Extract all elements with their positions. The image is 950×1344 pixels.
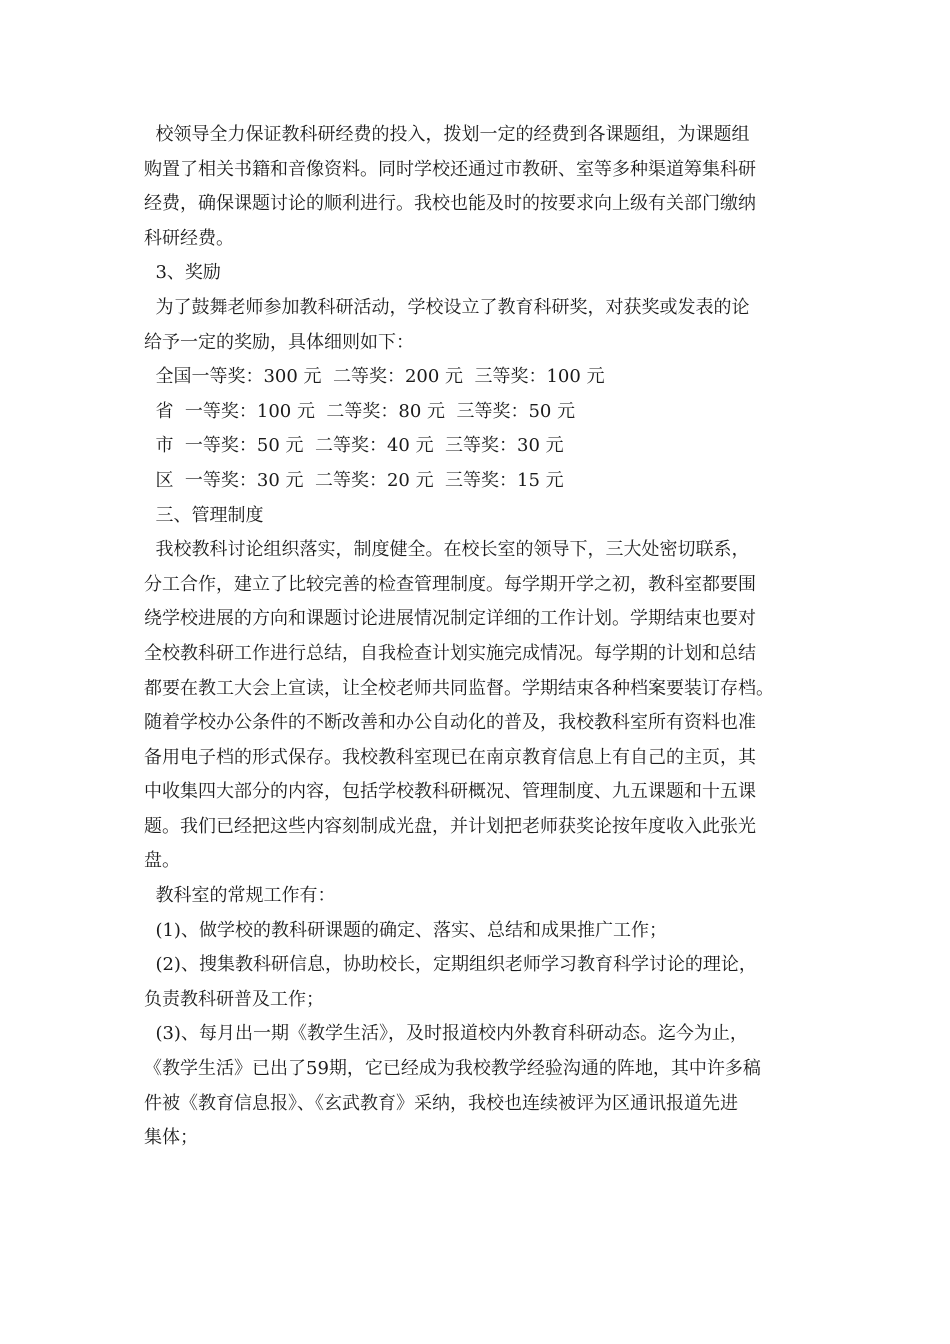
text-line: 绕学校进展的方向和课题讨论进展情况制定详细的工作计划。学期结束也要对 — [144, 608, 756, 630]
text-line: 负责教科研普及工作； — [144, 988, 324, 1010]
text-line: 《教学生活》已出了59期，它已经成为我校教学经验沟通的阵地，其中许多稿 — [144, 1058, 761, 1080]
list-item: (2)、搜集教科研信息，协助校长，定期组织老师学习教育科学讨论的理论， — [144, 954, 757, 976]
text-line: 盘。 — [144, 850, 180, 872]
text-line: 经费，确保课题讨论的顺利进行。我校也能及时的按要求向上级有关部门缴纳 — [144, 193, 756, 215]
text-line: 校领导全力保证教科研经费的投入，拨划一定的经费到各课题组，为课题组 — [144, 124, 750, 145]
text-line: 给予一定的奖励，具体细则如下： — [144, 331, 414, 353]
section-heading: 三、管理制度 — [144, 504, 264, 526]
list-item: (1)、做学校的教科研课题的确定、落实、总结和成果推广工作； — [144, 919, 667, 941]
text-line: 我校教科讨论组织落实，制度健全。在校长室的领导下，三大处密切联系， — [144, 539, 750, 561]
text-line: 为了鼓舞老师参加教科研活动，学校设立了教育科研奖，对获奖或发表的论 — [144, 296, 750, 318]
text-line: 题。我们已经把这些内容刻制成光盘，并计划把老师获奖论按年度收入此张光 — [144, 815, 756, 837]
text-line: 购置了相关书籍和音像资料。同时学校还通过市教研、室等多种渠道筹集科研 — [144, 158, 756, 180]
text-line: 全校教科研工作进行总结，自我检查计划实施完成情况。每学期的计划和总结 — [144, 642, 756, 664]
text-line: 中收集四大部分的内容，包括学校教科研概况、管理制度、九五课题和十五课 — [144, 781, 756, 803]
award-row-province: 省 一等奖：100 元 二等奖：80 元 三等奖：50 元 — [144, 400, 576, 422]
award-row-city: 市 一等奖：50 元 二等奖：40 元 三等奖：30 元 — [144, 435, 564, 457]
text-line: 件被《教育信息报》、《玄武教育》采纳，我校也连续被评为区通讯报道先进 — [144, 1092, 738, 1114]
text-line: 备用电子档的形式保存。我校教科室现已在南京教育信息上有自己的主页，其 — [144, 746, 756, 768]
text-line: 教科室的常规工作有： — [144, 885, 336, 907]
section-heading: 3、奖励 — [144, 262, 221, 284]
document-body — [144, 118, 810, 1156]
text-line: 随着学校办公条件的不断改善和办公自动化的普及，我校教科室所有资料也准 — [144, 712, 756, 734]
text-line: 都要在教工大会上宣读，让全校老师共同监督。学期结束各种档案要装订存档。 — [144, 677, 774, 699]
text-line: 科研经费。 — [144, 227, 234, 249]
text-line: 分工合作，建立了比较完善的检查管理制度。每学期开学之初，教科室都要围 — [144, 573, 756, 595]
text-line: 集体； — [144, 1127, 198, 1149]
award-row-district: 区 一等奖：30 元 二等奖：20 元 三等奖：15 元 — [144, 469, 564, 491]
list-item: (3)、每月出一期《教学生活》，及时报道校内外教育科研动态。迄今为止， — [144, 1023, 748, 1045]
award-row-national: 全国一等奖：300 元 二等奖：200 元 三等奖：100 元 — [144, 366, 605, 388]
